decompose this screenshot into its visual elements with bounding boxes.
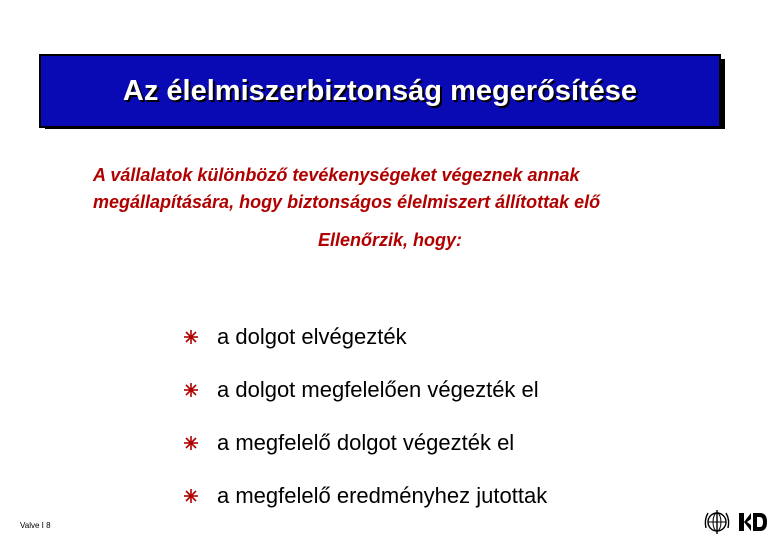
page-title: Az élelmiszerbiztonság megerősítése — [122, 74, 638, 107]
kd-logo-icon — [738, 510, 768, 534]
intro-text: Ellenőrzik, hogy: — [317, 230, 463, 250]
subtitle — [93, 162, 763, 216]
list-item — [183, 363, 547, 416]
list-item-text: a dolgot elvégezték — [217, 323, 407, 349]
list-item-text: a megfelelő dolgot végezték el — [217, 429, 515, 455]
who-emblem-icon — [703, 508, 731, 536]
snowflake-bullet-icon — [183, 329, 199, 345]
list-item — [183, 469, 547, 522]
list-item-text: a dolgot megfelelően végezték el — [217, 376, 539, 402]
snowflake-bullet-icon — [183, 382, 199, 398]
list-item — [183, 416, 547, 469]
list-item-text: a megfelelő eredményhez jutottak — [217, 482, 548, 508]
snowflake-bullet-icon — [183, 488, 199, 504]
subtitle-line: megállapítására, hogy biztonságos élelmiszert állítottak elő — [93, 192, 601, 212]
snowflake-bullet-icon — [183, 435, 199, 451]
list-item — [183, 310, 547, 363]
title-banner — [39, 54, 721, 128]
subtitle-line: A vállalatok különböző tevékenységeket végeznek annak — [93, 165, 580, 185]
bullet-list — [183, 310, 547, 522]
slide-footer-label: Valve I 8 — [20, 521, 51, 530]
